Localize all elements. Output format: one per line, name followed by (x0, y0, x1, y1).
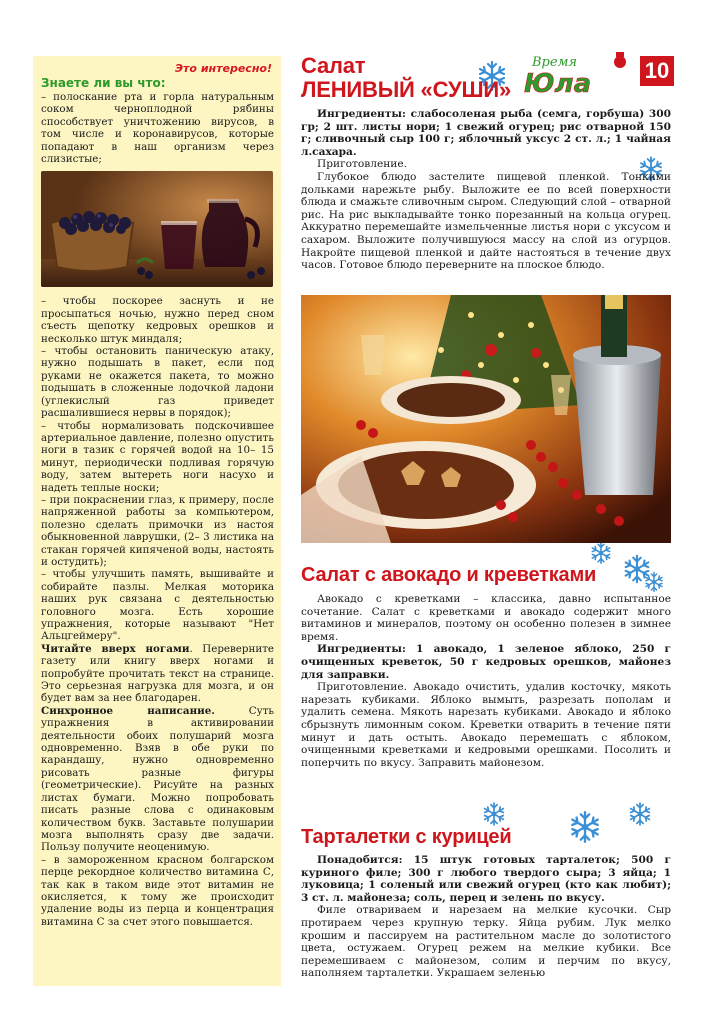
sidebar-text-sync: Суть упражнения в активировании деятельности обоих полушарий мозга одновременно. Взяв в обе руки по карандашу, нужно одновременно рисовать разные фигуры (геометрические). Рисуйте на разных листах бумаги. Можно попробовать писать разные слова с одинаковым количеством букв. Заставьте полушарии мозга выполнять сразу две задачи. Пользу получите неоценимую. (41, 704, 274, 854)
logo-word-main: Юла (524, 69, 592, 96)
tartlets-prep: Филе отвариваем и нарезаем на мелкие кусочки. Сыр протираем через крупную терку. Яйца рубим. Лук мелко крошим и пассируем на растительном масле до золотистого цвета, остужаем. Огурец режем на мелкие кубики. Все перемешиваем с майонезом, солим и перчим по вкусу, наполняем тарталетки. Украшаем зеленью (301, 904, 671, 980)
sidebar-text-upside-down: . Переверните газету или книгу вверх ногами и попробуйте прочитать текст на странице. Это серьезная нагрузка для мозга, и он будет вам за нее благодарен. (41, 642, 275, 705)
sushi-prep: Глубокое блюдо застелите пищевой пленкой. Тонкими дольками нарежьте рыбу. Выложите ее по всей поверхности блюда и смажьте сливочным сыром. Следующий слой – отварной рис. На рис выкладывайте тонко порезанный на кольца огурец. Аккуратно перемешайте измельченные листья нори с уксусом и сахаром. Выложите получившуюся массу на слой из огурцов. Накройте пищевой пленкой и дайте настояться в течение двух часов. Готовое блюдо переверните на плоское блюдо. (301, 170, 671, 272)
sidebar-fact-sleep: – чтобы поскорее заснуть и не просыпаться ночью, нужно перед сном съесть щепотку кедровых орешков и несколько штук миндаля; (41, 295, 274, 345)
sidebar-lead-upside-down: Читайте вверх ногами (41, 642, 190, 655)
blackberries-juice-photo (41, 171, 273, 287)
sidebar-interesting-facts (33, 56, 281, 986)
sushi-prep-label: Приготовление. (317, 158, 407, 171)
snowflake-icon (480, 800, 508, 828)
sidebar-fact-memory: – чтобы улучшить память, вышивайте и собирайте пазлы. Мелкая моторика наших рук связана с деятельностью головного мозга. Есть хорошие упражнения, которые называют "Нет Альцгеймеру". (41, 568, 274, 643)
tartlets-ingredients: Понадобится: 15 штук готовых тарталеток; 500 г куриного филе; 300 г любого твердого сыра; 3 яйца; 1 луковица; 1 соленый или свежий огурец (кто как любит); 3 ст. л. майонеза; соль, перец и зелень по вкусу. (301, 854, 671, 904)
sushi-ingredients: Ингредиенты: слабосоленая рыба (семга, горбуша) 300 гр; 2 шт. листы нори; 1 свежий огурец; рис отварной 150 г; сливочный сыр 100 г; яблочный уксус 2 ст. л.; 1 чайная л.сахара. (301, 108, 671, 158)
recipe-chicken-tartlets (301, 825, 671, 980)
sidebar-fact-rowan-juice: – полоскание рта и горла натуральным соком черноплодной рябины способствует уничтожению вирусов, в том числе и коронавирусов, которые попадают в наш организм через слизистые; (41, 91, 274, 166)
sushi-title-line1: Салат (301, 53, 366, 78)
recipe-lazy-sushi (301, 54, 671, 272)
sidebar-fact-pressure: – чтобы нормализовать подскочившее артериальное давление, полезно опустить ноги в тазик с горячей водой на 10– 15 минут, периодически подливая горячую воду, затем вытереть ноги насухо и надеть теплые носки; (41, 419, 274, 494)
festive-table-photo (301, 295, 671, 543)
avocado-intro: Авокадо с креветками – классика, давно испытанное сочетание. Салат с креветками и авокадо содержит много витаминов и минералов, поэтому он особенно полезен в зимнее время. (301, 593, 671, 643)
sidebar-kicker: Это интересно! (174, 62, 272, 75)
sushi-title-line2: ЛЕНИВЫЙ «СУШИ» (301, 77, 512, 102)
logo-word-top: Время (532, 55, 577, 70)
sidebar-fact-eyes: – при покраснении глаз, к примеру, после напряженной работы за компьютером, полезно сделать примочки из настоя обыкновенной лаврушки, (2– 3 листика на стакан горячей кипяченой воды, настоять и остудить); (41, 493, 274, 568)
avocado-ingredients: Ингредиенты: 1 авокадо, 1 зеленое яблоко, 250 г очищенных креветок, 50 г кедровых орешков, майонез для заправки. (301, 643, 671, 681)
sidebar-heading: Знаете ли вы что: (41, 76, 166, 90)
recipe-avocado-shrimp (301, 563, 671, 769)
sidebar-fact-sync-writing (41, 705, 274, 854)
sidebar-lead-sync: Синхронное написание. (41, 704, 215, 717)
sidebar-fact-pepper: – в замороженном красном болгарском перце рекордное количество витамина С, так как в таком виде этот витамин не окисляется, к тому же происходит удаление воды из перца и концентрация витамина С за счет этого повышается. (41, 853, 274, 928)
avocado-prep: Приготовление. Авокадо очистить, удалив косточку, мякоть нарезать кубиками. Яблоко вымыть, разрезать пополам и удалить семена. Мякоть нарезать кубиками. Авокадо и яблоко сбрызнуть лимонным соком. Креветки отварить в течение пяти минут и дать остыть. Авокадо перемешать с яблоком, очищенными креветками и кедровыми орешками. Посолить и поперчить по вкусу. Заправить майонезом. (301, 681, 671, 769)
tartlets-title: Тарталетки с курицей (301, 826, 512, 848)
snowflake-icon (626, 800, 654, 828)
sidebar-fact-upside-down (41, 643, 274, 705)
page-number: 10 (640, 56, 674, 86)
avocado-title: Салат с авокадо и креветками (301, 564, 597, 586)
sidebar-fact-panic: – чтобы остановить паническую атаку, нужно подышать в пакет, если под руками не окажется пакета, то можно подышать в сложенные лодочкой ладони (углекислый газ приведет расшалившиеся нервы в порядок); (41, 345, 274, 420)
